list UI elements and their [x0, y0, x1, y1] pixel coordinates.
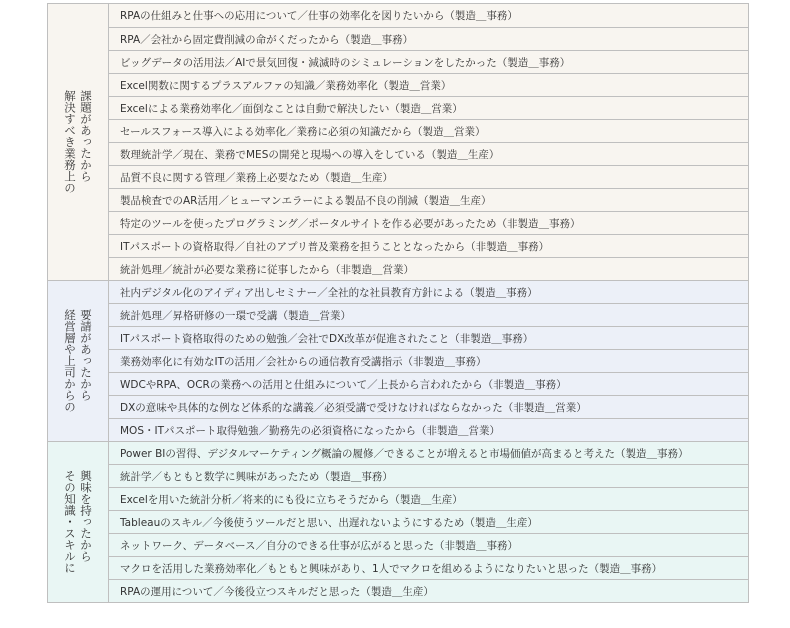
table-row — [109, 373, 749, 396]
table-row — [109, 465, 749, 488]
item-list — [109, 4, 749, 281]
table-row — [109, 442, 749, 465]
table-row — [109, 28, 749, 51]
table-row — [109, 534, 749, 557]
table-row — [109, 258, 749, 281]
row-text: 統計処理／昇格研修の一環で受講（製造＿営業） — [120, 309, 351, 322]
item-list — [109, 281, 749, 442]
row-text: WDCやRPA、OCRの業務への活用と仕組みについて／上長から言われたから（非製造＿事務） — [120, 378, 567, 391]
group-management-request — [48, 281, 749, 442]
category-label: 要請があったから 経営層や上司からの — [63, 309, 93, 413]
table-row — [109, 304, 749, 327]
category-cell — [48, 4, 109, 281]
table-row — [109, 396, 749, 419]
row-text: 特定のツールを使ったプログラミング／ポータルサイトを作る必要があったため（非製造＿事務） — [120, 217, 581, 230]
table-row — [109, 166, 749, 189]
item-list — [109, 442, 749, 603]
row-text: マクロを活用した業務効率化／もともと興味があり、1人でマクロを組めるようになりたいと思った（製造＿事務） — [120, 562, 663, 575]
table-row — [109, 143, 749, 166]
category-cell — [48, 281, 109, 442]
row-text: RPAの運用について／今後役立つスキルだと思った（製造＿生産） — [120, 585, 434, 598]
table-row — [109, 212, 749, 235]
group-business-issue — [48, 4, 749, 281]
row-text: ネットワーク、データベース／自分のできる仕事が広がると思った（非製造＿事務） — [120, 539, 519, 552]
table-row — [109, 350, 749, 373]
row-text: RPAの仕組みと仕事への応用について／仕事の効率化を図りたいから（製造＿事務） — [120, 10, 518, 22]
category-label: 興味を持ったから その知識・スキルに — [63, 470, 93, 574]
row-text: 社内デジタル化のアイディア出しセミナー／全社的な社員教育方針による（製造＿事務） — [120, 286, 538, 299]
row-text: 数理統計学／現在、業務でMESの開発と現場への導入をしている（製造＿生産） — [120, 148, 500, 161]
row-text: ビッグデータの活用法／AIで景気回復・減滅時のシミュレーションをしたかった（製造＿事務） — [120, 56, 571, 69]
row-text: Power BIの習得、デジタルマーケティング概論の履修／できることが増えると市場価値が高まると考えた（製造＿事務） — [120, 447, 689, 460]
category-cell — [48, 442, 109, 603]
table-row — [109, 235, 749, 258]
row-text: 統計学／もともと数学に興味があったため（製造＿事務） — [120, 470, 393, 483]
table-row — [109, 74, 749, 97]
table-row — [109, 511, 749, 534]
reason-table — [47, 3, 749, 603]
table-row — [109, 580, 749, 603]
row-text: 製品検査でのAR活用／ヒューマンエラーによる製品不良の削減（製造＿生産） — [120, 194, 492, 207]
table-row — [109, 419, 749, 442]
row-text: 業務効率化に有効なITの活用／会社からの通信教育受講指示（非製造＿事務） — [120, 355, 487, 368]
row-text: セールスフォース導入による効率化／業務に必須の知識だから（製造＿営業） — [120, 125, 486, 138]
table-row — [109, 557, 749, 580]
row-text: ITパスポート資格取得のための勉強／会社でDX改革が促進されたこと（非製造＿事務） — [120, 332, 534, 345]
row-text: MOS・ITパスポート取得勉強／勤務先の必須資格になったから（非製造＿営業） — [120, 424, 500, 437]
row-text: RPA／会社から固定費削減の命がくだったから（製造＿事務） — [120, 33, 414, 46]
row-text: 品質不良に関する管理／業務上必要なため（製造＿生産） — [120, 171, 393, 184]
table-row — [109, 189, 749, 212]
group-personal-interest — [48, 442, 749, 603]
row-text: ITパスポートの資格取得／自社のアプリ普及業務を担うこととなったから（非製造＿事務） — [120, 240, 550, 253]
row-text: Tableauのスキル／今後使うツールだと思い、出遅れないようにするため（製造＿生産） — [120, 516, 538, 529]
row-text: Excelによる業務効率化／面倒なことは自動で解決したい（製造＿営業） — [120, 102, 463, 115]
row-text: Excelを用いた統計分析／将来的にも役に立ちそうだから（製造＿生産） — [120, 493, 463, 506]
table-row — [109, 281, 749, 304]
table-row — [109, 120, 749, 143]
row-text: Excel関数に関するプラスアルファの知識／業務効率化（製造＿営業） — [120, 79, 452, 92]
category-label: 課題があったから 解決すべき業務上の — [63, 90, 93, 194]
table-row — [109, 51, 749, 74]
row-text: 統計処理／統計が必要な業務に従事したから（非製造＿営業） — [120, 263, 414, 276]
table-row — [109, 97, 749, 120]
table-row — [109, 327, 749, 350]
row-text: DXの意味や具体的な例など体系的な講義／必須受講で受けなければならなかった（非製造＿営業） — [120, 401, 587, 414]
table-row — [109, 488, 749, 511]
table-row — [109, 4, 749, 28]
